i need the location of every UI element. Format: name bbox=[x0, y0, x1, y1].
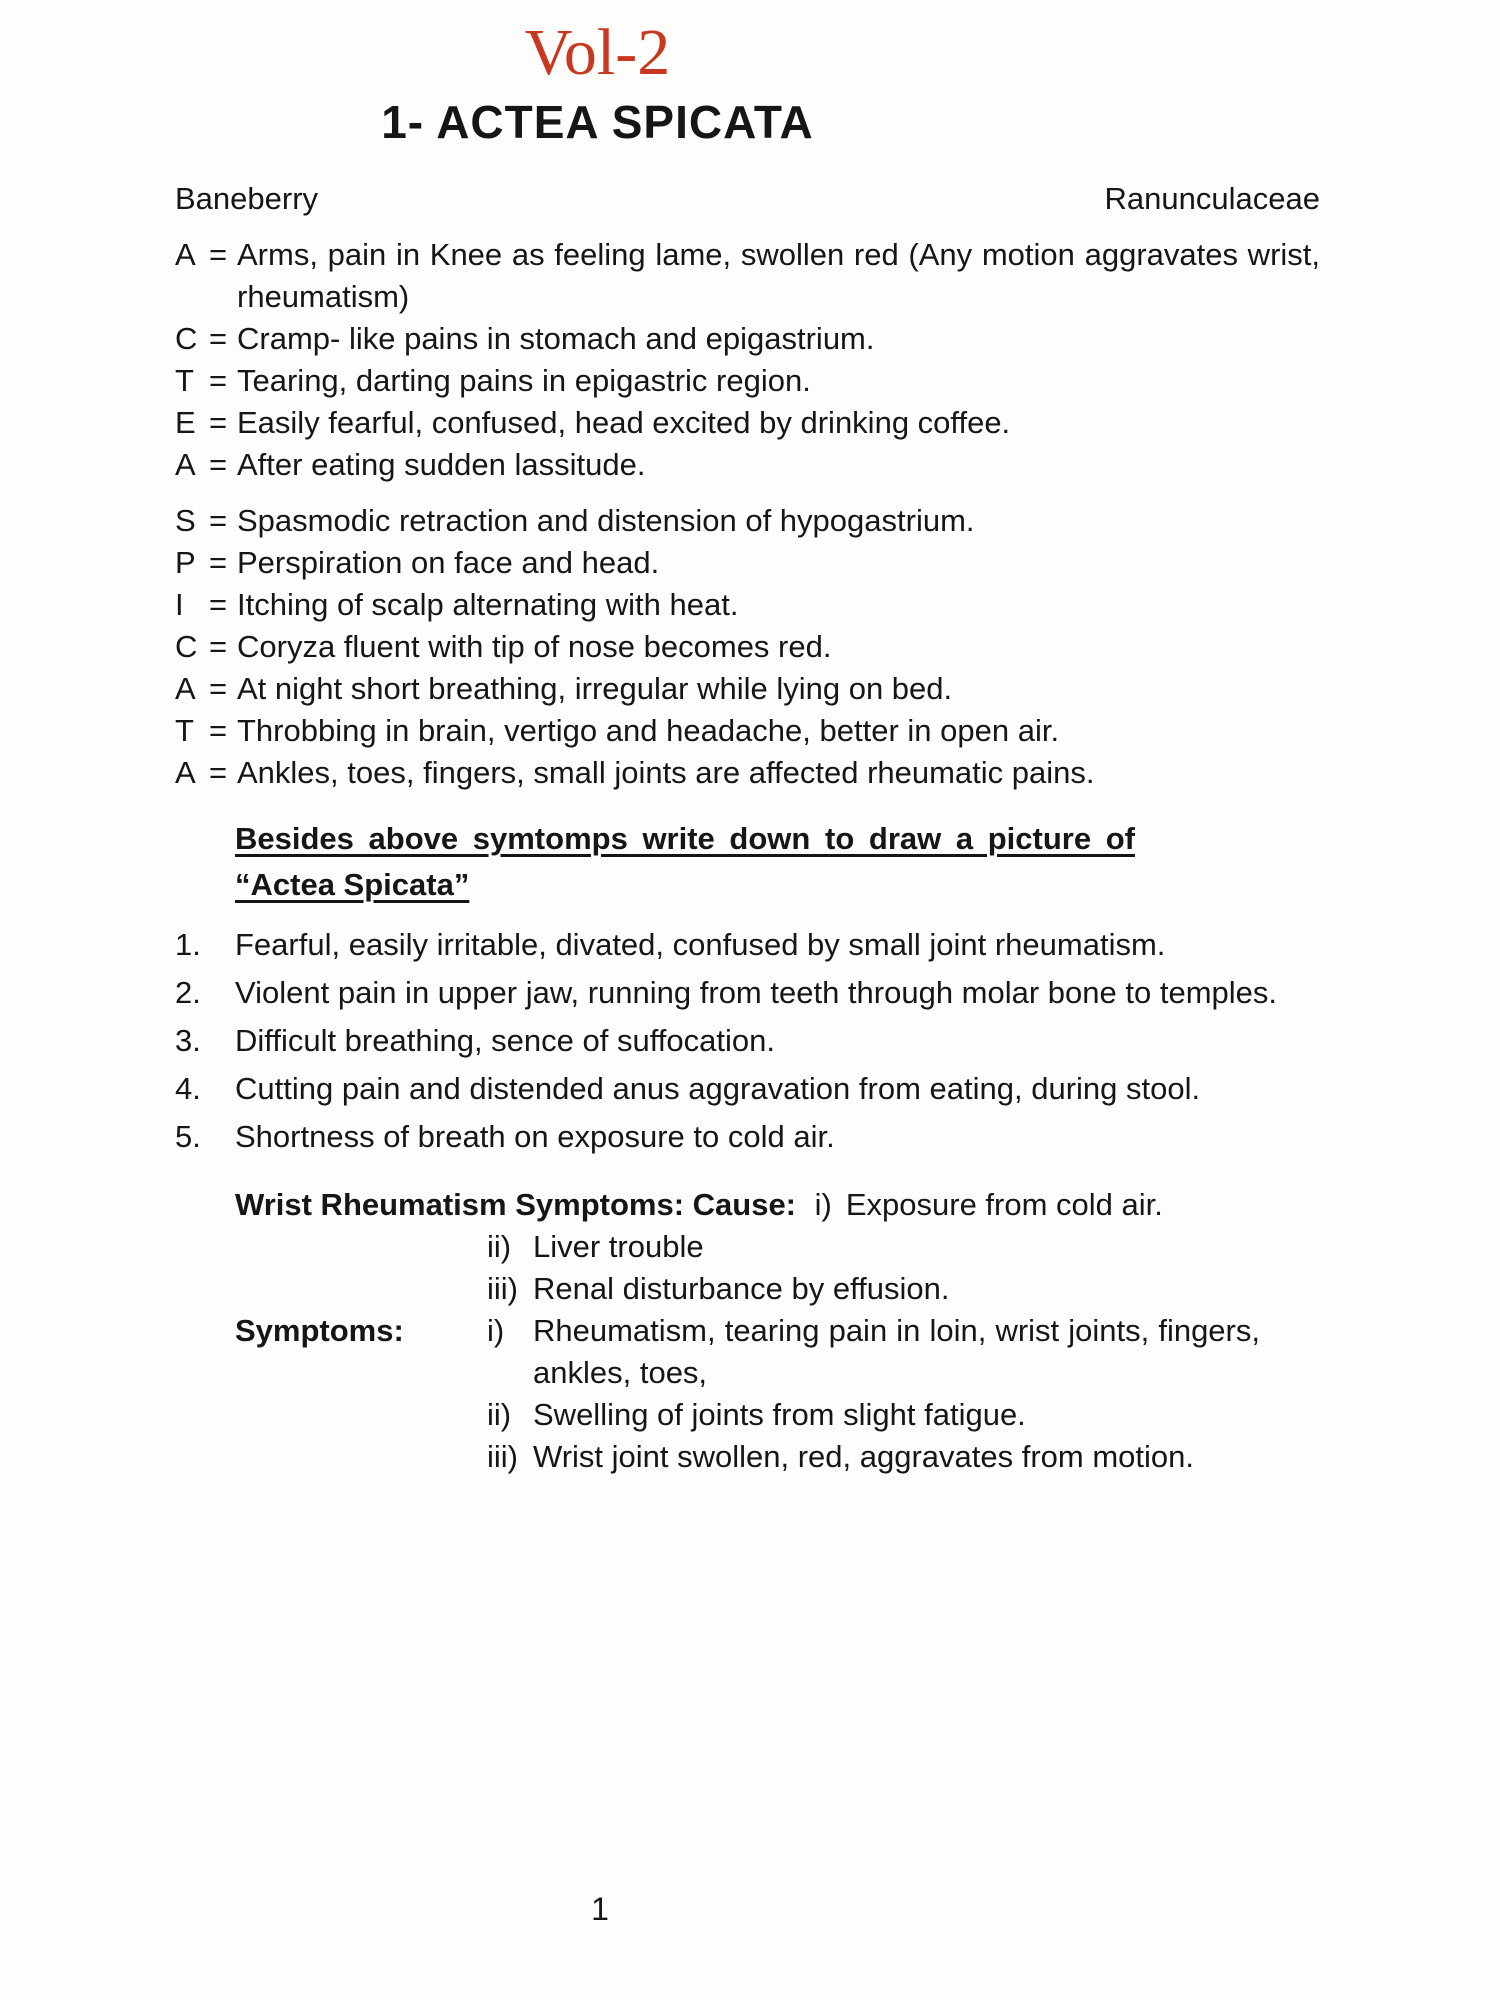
acrostic-row bbox=[175, 710, 1320, 752]
acrostic-letter: A bbox=[175, 447, 196, 482]
acrostic-row bbox=[175, 584, 1320, 626]
cause-label: Cause: bbox=[692, 1187, 797, 1222]
acrostic-text: At night short breathing, irregular while lying on bed. bbox=[237, 671, 953, 706]
picture-list bbox=[175, 924, 1320, 1158]
list-item-text: Violent pain in upper jaw, running from teeth through molar bone to temples. bbox=[235, 975, 1278, 1010]
acrostic-letter: A bbox=[175, 671, 196, 706]
symptom-item-number: ii) bbox=[487, 1397, 512, 1432]
symptoms-label: Symptoms: bbox=[235, 1313, 404, 1348]
common-name: Baneberry bbox=[175, 181, 319, 216]
acrostic-text: Spasmodic retraction and distension of hypogastrium. bbox=[237, 503, 975, 538]
equals-sign: = bbox=[209, 545, 228, 580]
symptom-item-number: iii) bbox=[487, 1439, 518, 1474]
acrostic-letter: E bbox=[175, 405, 196, 440]
list-item bbox=[175, 972, 1320, 1014]
symptom-item bbox=[487, 1436, 1320, 1478]
acrostic-letter: P bbox=[175, 545, 196, 580]
acrostic-group-2 bbox=[175, 500, 1320, 794]
equals-sign: = bbox=[209, 321, 228, 356]
acrostic-text: Easily fearful, confused, head excited by drinking coffee. bbox=[237, 405, 1011, 440]
list-item-text: Fearful, easily irritable, divated, confused by small joint rheumatism. bbox=[235, 927, 1166, 962]
acrostic-row bbox=[175, 402, 1320, 444]
list-item-text: Cutting pain and distended anus aggravation from eating, during stool. bbox=[235, 1071, 1201, 1106]
acrostic-row bbox=[175, 542, 1320, 584]
chapter-heading: 1- ACTEA SPICATA bbox=[381, 96, 814, 148]
cause-item-text: Liver trouble bbox=[533, 1229, 704, 1264]
acrostic-row bbox=[175, 444, 1320, 486]
acrostic-text: Itching of scalp alternating with heat. bbox=[237, 587, 739, 622]
cause-item bbox=[487, 1268, 1320, 1310]
equals-sign: = bbox=[209, 237, 228, 272]
list-item bbox=[175, 1116, 1320, 1158]
equals-sign: = bbox=[209, 587, 228, 622]
list-item-text: Difficult breathing, sence of suffocation. bbox=[235, 1023, 775, 1058]
acrostic-group-1 bbox=[175, 234, 1320, 486]
acrostic-text: Cramp- like pains in stomach and epigastrium. bbox=[237, 321, 875, 356]
acrostic-row bbox=[175, 500, 1320, 542]
list-item-number: 1. bbox=[175, 927, 201, 962]
list-item bbox=[175, 924, 1320, 966]
acrostic-row bbox=[175, 626, 1320, 668]
equals-sign: = bbox=[209, 405, 228, 440]
symptom-item bbox=[487, 1394, 1320, 1436]
symptom-item bbox=[487, 1310, 1320, 1394]
acrostic-text: After eating sudden lassitude. bbox=[237, 447, 646, 482]
acrostic-text: Arms, pain in Knee as feeling lame, swollen red (Any motion aggravates wrist, rheumatism) bbox=[237, 237, 1320, 314]
equals-sign: = bbox=[209, 363, 228, 398]
names-row bbox=[175, 178, 1320, 220]
cause-item-number: ii) bbox=[487, 1229, 512, 1264]
equals-sign: = bbox=[209, 671, 228, 706]
symptom-item-text: Swelling of joints from slight fatigue. bbox=[533, 1397, 1026, 1432]
acrostic-text: Ankles, toes, fingers, small joints are affected rheumatic pains. bbox=[237, 755, 1095, 790]
family-name: Ranunculaceae bbox=[1104, 181, 1320, 216]
picture-section-heading: Besides above symtomps write down to draw a picture of “Actea Spicata” bbox=[235, 821, 1135, 902]
acrostic-text: Tearing, darting pains in epigastric region. bbox=[237, 363, 811, 398]
list-item-number: 3. bbox=[175, 1023, 201, 1058]
wrist-title-label: Wrist Rheumatism Symptoms: bbox=[235, 1187, 685, 1222]
list-item-text: Shortness of breath on exposure to cold air. bbox=[235, 1119, 835, 1154]
acrostic-letter: I bbox=[175, 587, 184, 622]
acrostic-row bbox=[175, 752, 1320, 794]
equals-sign: = bbox=[209, 503, 228, 538]
volume-title: Vol-2 bbox=[524, 16, 671, 89]
equals-sign: = bbox=[209, 447, 228, 482]
acrostic-letter: A bbox=[175, 755, 196, 790]
list-item-number: 5. bbox=[175, 1119, 201, 1154]
acrostic-letter: T bbox=[175, 363, 194, 398]
cause-item-text: Renal disturbance by effusion. bbox=[533, 1271, 950, 1306]
wrist-section bbox=[175, 1184, 1320, 1478]
list-item bbox=[175, 1020, 1320, 1062]
symptom-item-text: Wrist joint swollen, red, aggravates from motion. bbox=[533, 1439, 1195, 1474]
acrostic-row bbox=[175, 360, 1320, 402]
acrostic-text: Throbbing in brain, vertigo and headache, better in open air. bbox=[237, 713, 1060, 748]
acrostic-row bbox=[175, 668, 1320, 710]
cause-item-number: i) bbox=[814, 1187, 832, 1222]
acrostic-text: Perspiration on face and head. bbox=[237, 545, 660, 580]
list-item bbox=[175, 1068, 1320, 1110]
acrostic-letter: T bbox=[175, 713, 194, 748]
page-number: 1 bbox=[591, 1891, 609, 1927]
acrostic-letter: S bbox=[175, 503, 196, 538]
acrostic-letter: A bbox=[175, 237, 196, 272]
acrostic-text: Coryza fluent with tip of nose becomes red. bbox=[237, 629, 832, 664]
equals-sign: = bbox=[209, 629, 228, 664]
acrostic-row bbox=[175, 234, 1320, 318]
cause-item bbox=[487, 1226, 1320, 1268]
symptom-item-number: i) bbox=[487, 1313, 505, 1348]
cause-item-number: iii) bbox=[487, 1271, 518, 1306]
list-item-number: 4. bbox=[175, 1071, 201, 1106]
list-item-number: 2. bbox=[175, 975, 201, 1010]
acrostic-letter: C bbox=[175, 321, 198, 356]
symptoms-block bbox=[175, 1310, 1320, 1478]
acrostic-letter: C bbox=[175, 629, 198, 664]
symptom-item-text: Rheumatism, tearing pain in loin, wrist joints, fingers, ankles, toes, bbox=[533, 1313, 1260, 1390]
acrostic-row bbox=[175, 318, 1320, 360]
cause-item-text: Exposure from cold air. bbox=[845, 1187, 1163, 1222]
equals-sign: = bbox=[209, 755, 228, 790]
wrist-cause-row bbox=[235, 1184, 1320, 1226]
equals-sign: = bbox=[209, 713, 228, 748]
